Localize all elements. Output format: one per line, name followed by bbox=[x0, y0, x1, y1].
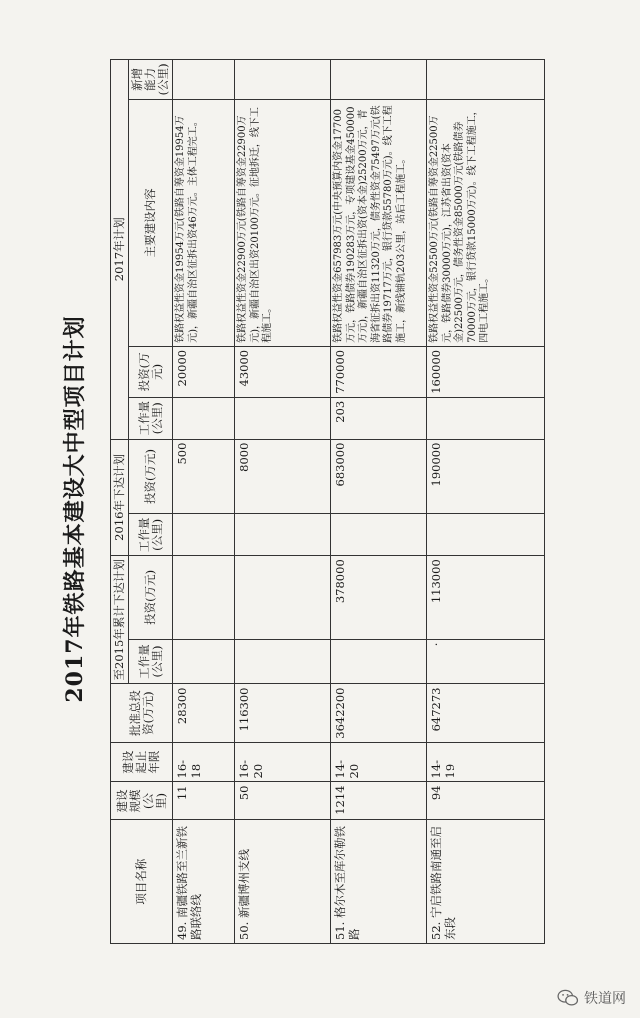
y2016-investment-cell: 683000 bbox=[331, 439, 427, 514]
y2017-investment-cell: 43000 bbox=[235, 346, 331, 397]
y2017-investment-cell: 770000 bbox=[331, 346, 427, 397]
header-2016-workload: 工作量(公里) bbox=[129, 514, 173, 556]
header-content: 主要建设内容 bbox=[129, 99, 173, 346]
watermark-text: 铁道网 bbox=[584, 991, 626, 1007]
document-title: 2017年铁路基本建设大中型项目计划 bbox=[62, 315, 88, 703]
cum-workload-cell bbox=[173, 639, 235, 684]
header-2017-workload: 工作量(公里) bbox=[129, 397, 173, 439]
header-scale: 建设规模(公里) bbox=[111, 782, 173, 820]
y2016-investment-cell: 500 bbox=[173, 439, 235, 514]
header-new-capacity: 新增能力(公里) bbox=[129, 60, 173, 100]
header-project-name: 项目名称 bbox=[111, 820, 173, 944]
y2016-investment-cell: 190000 bbox=[427, 439, 545, 514]
wechat-icon bbox=[557, 989, 579, 1007]
cum-investment-cell bbox=[173, 556, 235, 639]
scale-cell: 50 bbox=[235, 782, 331, 820]
approved-cell: 28300 bbox=[173, 684, 235, 742]
header-2016-group: 2016年下达计划 bbox=[111, 439, 129, 556]
project-name-cell: 49. 南疆铁路至兰新铁路联络线 bbox=[173, 820, 235, 944]
project-table bbox=[110, 59, 545, 944]
project-name-cell: 52. 宁启铁路南通至启东段 bbox=[427, 820, 545, 944]
header-cum-investment: 投资(万元) bbox=[129, 556, 173, 639]
capacity-cell bbox=[173, 60, 235, 100]
y2016-workload-cell bbox=[235, 514, 331, 556]
scale-cell: 11 bbox=[173, 782, 235, 820]
content-cell: 铁路权益性资金52500万元(铁路自筹资金22500万元，铁路债券30000万元)，江苏省出资(资本金)22500万元，债务性资金85000万元(铁路债券70000万元，银行贷款15000万元)。线下工程施工，四电工程施工。 bbox=[427, 99, 545, 346]
capacity-cell bbox=[427, 60, 545, 100]
cum-workload-cell bbox=[331, 639, 427, 684]
y2017-workload-cell bbox=[427, 397, 545, 439]
period-cell: 14-19 bbox=[427, 742, 545, 782]
project-name-cell: 51. 格尔木至库尔勒铁路 bbox=[331, 820, 427, 944]
y2017-workload-cell: 203 bbox=[331, 397, 427, 439]
y2017-investment-cell: 160000 bbox=[427, 346, 545, 397]
header-2017-group: 2017年计划 bbox=[111, 60, 129, 440]
content-cell: 铁路权益性资金22900万元(铁路自筹资金22900万元)，新疆自治区出资20100万元。征地拆迁，线下工程施工。 bbox=[235, 99, 331, 346]
rotated-page bbox=[40, 59, 600, 959]
table-row bbox=[235, 60, 331, 944]
approved-cell: 3642200 bbox=[331, 684, 427, 742]
period-cell: 16-20 bbox=[235, 742, 331, 782]
period-cell: 16-18 bbox=[173, 742, 235, 782]
approved-cell: 116300 bbox=[235, 684, 331, 742]
period-cell: 14-20 bbox=[331, 742, 427, 782]
y2017-investment-cell: 20000 bbox=[173, 346, 235, 397]
y2016-investment-cell: 8000 bbox=[235, 439, 331, 514]
dot-mark: · bbox=[429, 642, 443, 647]
capacity-cell bbox=[235, 60, 331, 100]
y2016-workload-cell bbox=[173, 514, 235, 556]
cum-workload-cell bbox=[235, 639, 331, 684]
header-period: 建设起止年限 bbox=[111, 742, 173, 782]
watermark bbox=[557, 988, 626, 1008]
y2016-workload-cell bbox=[331, 514, 427, 556]
header-cumulative-group: 至2015年累计下达计划 bbox=[111, 556, 129, 684]
cum-investment-cell: 113000 bbox=[427, 556, 545, 639]
header-cum-workload: 工作量(公里) bbox=[129, 639, 173, 684]
table-row bbox=[173, 60, 235, 944]
y2017-workload-cell bbox=[173, 397, 235, 439]
scale-cell: 94 bbox=[427, 782, 545, 820]
header-2017-investment: 投资(万元) bbox=[129, 346, 173, 397]
cum-investment-cell: 378000 bbox=[331, 556, 427, 639]
y2017-workload-cell bbox=[235, 397, 331, 439]
cum-investment-cell bbox=[235, 556, 331, 639]
table-row bbox=[331, 60, 427, 944]
content-cell: 铁路权益性资金19954万元(铁路自筹资金19954万元)，新疆自治区征拆出资46万元。主体工程完工。 bbox=[173, 99, 235, 346]
approved-cell: 647273 bbox=[427, 684, 545, 742]
content-cell: 铁路权益性资金657983万元(中央预算内资金17700万元，铁路债券190283万元，专项建设基金450000万元)，新疆自治区征拆出资(资本金)25200万元，青海省征拆出资11320万元，债务性资金75497万元(铁路债券19717万元，银行贷款55780万元)。线下工程施工，新线铺轨203公里，站后工程施工。 bbox=[331, 99, 427, 346]
cum-workload-cell bbox=[427, 639, 545, 684]
scale-cell: 1214 bbox=[331, 782, 427, 820]
table-row bbox=[427, 60, 545, 944]
capacity-cell bbox=[331, 60, 427, 100]
header-2016-investment: 投资(万元) bbox=[129, 439, 173, 514]
y2016-workload-cell bbox=[427, 514, 545, 556]
header-approved: 批准总投资(万元) bbox=[111, 684, 173, 742]
project-name-cell: 50. 新疆博州支线 bbox=[235, 820, 331, 944]
